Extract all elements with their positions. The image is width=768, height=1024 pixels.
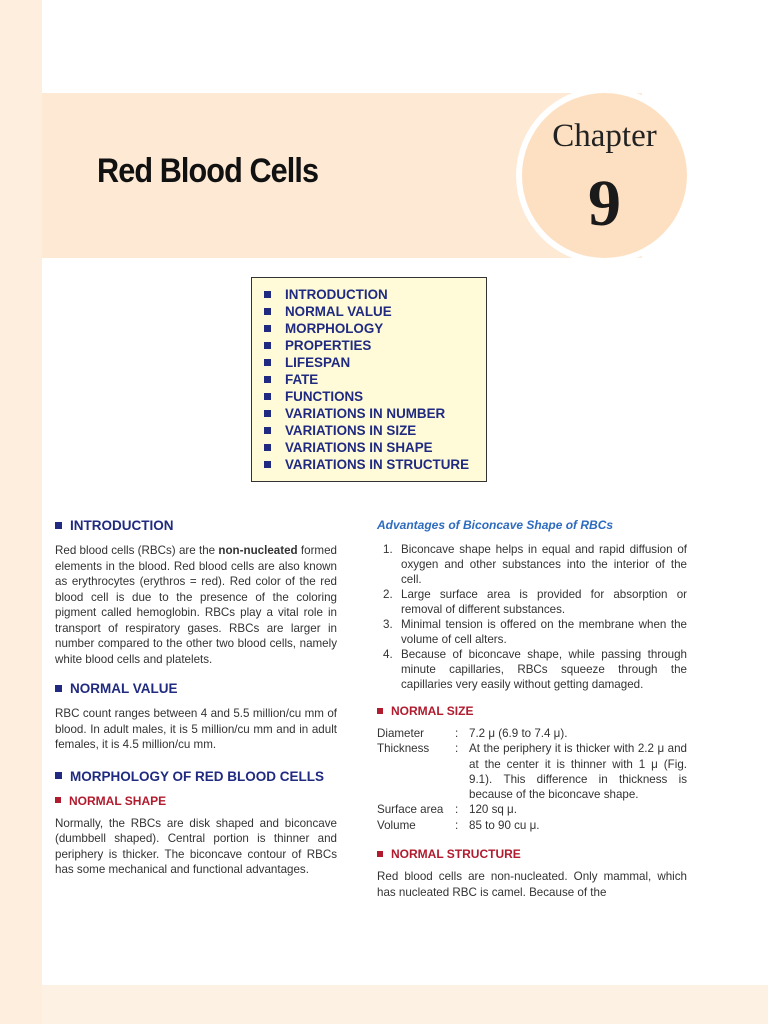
bullet-square-icon	[377, 851, 383, 857]
bullet-square-icon	[264, 444, 271, 451]
normal-size-table	[377, 726, 687, 833]
toc-item[interactable]: FATE	[264, 371, 486, 388]
size-row: Thickness : At the periphery it is thicker with 2.2 μ and at the center it is thinner with 1 μ (Fig. 9.1). This difference in thickness is because of the biconcave shape.	[377, 742, 687, 802]
size-row: Diameter : 7.2 μ (6.9 to 7.4 μ).	[377, 727, 568, 740]
chapter-number: 9	[588, 167, 621, 240]
bullet-square-icon	[264, 342, 271, 349]
bullet-square-icon	[55, 797, 61, 803]
subheading-normal-structure: NORMAL STRUCTURE	[377, 847, 687, 861]
bullet-square-icon	[55, 522, 62, 529]
toc-item[interactable]: PROPERTIES	[264, 337, 486, 354]
bullet-square-icon	[264, 393, 271, 400]
advantages-list	[377, 542, 687, 692]
introduction-paragraph: Red blood cells (RBCs) are the non-nucleated formed elements in the blood. Red blood cells are also known as erythrocytes (erythros = red). Red color of the red blood cell is due to the presence of the coloring pigment called hemoglobin. RBCs play a vital role in transport of respiratory gases. RBCs are larger in number compared to the other two blood cells, namely white blood cells and platelets.	[55, 544, 337, 666]
bullet-square-icon	[264, 325, 271, 332]
chapter-label: Chapter	[552, 118, 657, 154]
page-bottom-strip	[42, 985, 768, 1024]
subheading-normal-size: NORMAL SIZE	[377, 704, 687, 718]
toc-item[interactable]: MORPHOLOGY	[264, 320, 486, 337]
normal-value-paragraph: RBC count ranges between 4 and 5.5 million/cu mm of blood. In adult males, it is 5 million/cu mm and in adult females, it is 4.5 million/cu mm.	[55, 707, 337, 751]
bullet-square-icon	[264, 291, 271, 298]
toc-item[interactable]: VARIATIONS IN STRUCTURE	[264, 456, 486, 473]
list-item: 4. Because of biconcave shape, while passing through minute capillaries, RBCs squeeze through the capillaries very easily without getting damaged.	[383, 648, 687, 691]
bullet-square-icon	[377, 708, 383, 714]
size-row: Volume : 85 to 90 cu μ.	[377, 818, 540, 832]
size-row: Surface area : 120 sq μ.	[377, 803, 517, 817]
toc-item[interactable]: VARIATIONS IN SHAPE	[264, 439, 486, 456]
toc-item[interactable]: VARIATIONS IN NUMBER	[264, 405, 486, 422]
toc-item[interactable]: FUNCTIONS	[264, 388, 486, 405]
bullet-square-icon	[264, 461, 271, 468]
advantages-heading: Advantages of Biconcave Shape of RBCs	[377, 518, 614, 532]
bullet-square-icon	[264, 359, 271, 366]
bullet-square-icon	[264, 308, 271, 315]
chapter-title: Red Blood Cells	[97, 152, 319, 190]
list-item: 1. Biconcave shape helps in equal and rapid diffusion of oxygen and other substances into the interior of the cell.	[383, 543, 687, 586]
normal-structure-paragraph: Red blood cells are non-nucleated. Only mammal, which has nucleated RBC is camel. Because of the	[377, 870, 687, 899]
left-column	[55, 518, 337, 878]
normal-shape-paragraph: Normally, the RBCs are disk shaped and biconcave (dumbbell shaped). Central portion is thinner and periphery is thicker. The biconcave contour of RBCs has some mechanical and functional advantages.	[55, 816, 337, 876]
toc-item[interactable]: NORMAL VALUE	[264, 303, 486, 320]
bullet-square-icon	[264, 376, 271, 383]
bullet-square-icon	[55, 772, 62, 779]
bullet-square-icon	[55, 685, 62, 692]
bullet-square-icon	[264, 427, 271, 434]
list-item: 3. Minimal tension is offered on the membrane when the volume of cell alters.	[383, 618, 687, 646]
list-item: 2. Large surface area is provided for absorption or removal of different substances.	[383, 588, 687, 616]
toc-item[interactable]: LIFESPAN	[264, 354, 486, 371]
non-nucleated-term: non-nucleated	[218, 544, 298, 557]
chapter-contents-box	[251, 277, 487, 482]
toc-item[interactable]: VARIATIONS IN SIZE	[264, 422, 486, 439]
section-heading-introduction: INTRODUCTION	[55, 518, 337, 533]
right-column	[377, 518, 687, 900]
section-heading-morphology: MORPHOLOGY OF RED BLOOD CELLS	[55, 769, 337, 784]
section-heading-normal-value: NORMAL VALUE	[55, 681, 337, 696]
toc-item[interactable]: INTRODUCTION	[264, 286, 486, 303]
subheading-normal-shape: NORMAL SHAPE	[55, 794, 337, 808]
bullet-square-icon	[264, 410, 271, 417]
